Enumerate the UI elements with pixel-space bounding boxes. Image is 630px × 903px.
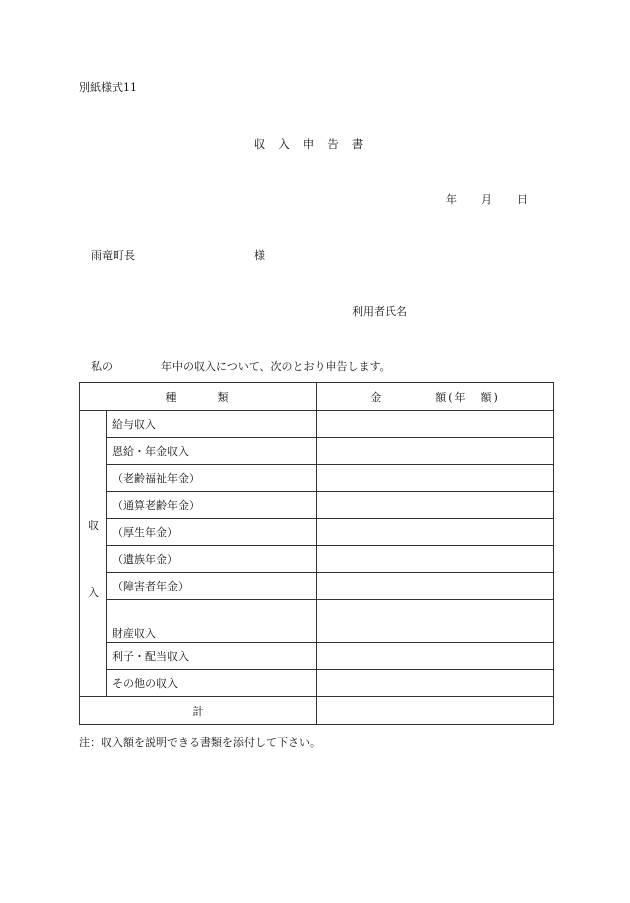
- table-row: [80, 438, 554, 465]
- amount-cell[interactable]: [317, 573, 554, 600]
- user-name-label: 利用者氏名: [352, 305, 407, 318]
- total-label: 計: [80, 697, 317, 725]
- amount-cell[interactable]: [317, 643, 554, 670]
- amount-cell[interactable]: [317, 411, 554, 438]
- income-type: （遺族年金）: [107, 546, 317, 573]
- amount-cell[interactable]: [317, 519, 554, 546]
- table-row: [80, 600, 554, 643]
- table-header-row: [80, 383, 554, 411]
- income-table: [79, 382, 554, 725]
- income-type: 財産収入: [107, 600, 317, 643]
- statement-body: 年中の収入について、次のとおり申告します。: [161, 360, 391, 373]
- side-label-char: 収: [88, 519, 99, 532]
- table-row: [80, 465, 554, 492]
- form-number: 別紙様式11: [79, 81, 137, 94]
- income-type: （通算老齢年金）: [107, 492, 317, 519]
- amount-cell[interactable]: [317, 492, 554, 519]
- income-type: （厚生年金）: [107, 519, 317, 546]
- income-type: その他の収入: [107, 670, 317, 697]
- income-type: 利子・配当収入: [107, 643, 317, 670]
- amount-cell[interactable]: [317, 670, 554, 697]
- page-title: 収入申告書: [253, 137, 377, 151]
- header-type: 種 類: [80, 383, 317, 411]
- total-amount-cell[interactable]: [317, 697, 554, 725]
- date-month-label: 月: [481, 193, 492, 206]
- table-row: [80, 492, 554, 519]
- amount-cell[interactable]: [317, 438, 554, 465]
- addressee: 雨竜町長: [91, 249, 135, 262]
- table-row: [80, 670, 554, 697]
- statement-prefix: 私の: [91, 360, 113, 373]
- table-row: [80, 519, 554, 546]
- table-row: [80, 573, 554, 600]
- table-row: [80, 411, 554, 438]
- total-row: [80, 697, 554, 725]
- income-type: （老齢福祉年金）: [107, 465, 317, 492]
- income-type: 給与収入: [107, 411, 317, 438]
- amount-cell[interactable]: [317, 546, 554, 573]
- income-type: （障害者年金）: [107, 573, 317, 600]
- amount-cell[interactable]: [317, 465, 554, 492]
- side-label-char: 入: [88, 586, 99, 599]
- side-label-income: [80, 411, 107, 697]
- date-day-label: 日: [517, 193, 528, 206]
- income-type: 恩給・年金収入: [107, 438, 317, 465]
- amount-cell[interactable]: [317, 600, 554, 643]
- header-amount: 金 額(年 額): [317, 383, 554, 411]
- table-row: [80, 643, 554, 670]
- footnote: 注：収入額を説明できる書類を添付して下さい。: [79, 736, 321, 749]
- date-year-label: 年: [446, 193, 457, 206]
- honorific: 様: [254, 249, 265, 262]
- table-row: [80, 546, 554, 573]
